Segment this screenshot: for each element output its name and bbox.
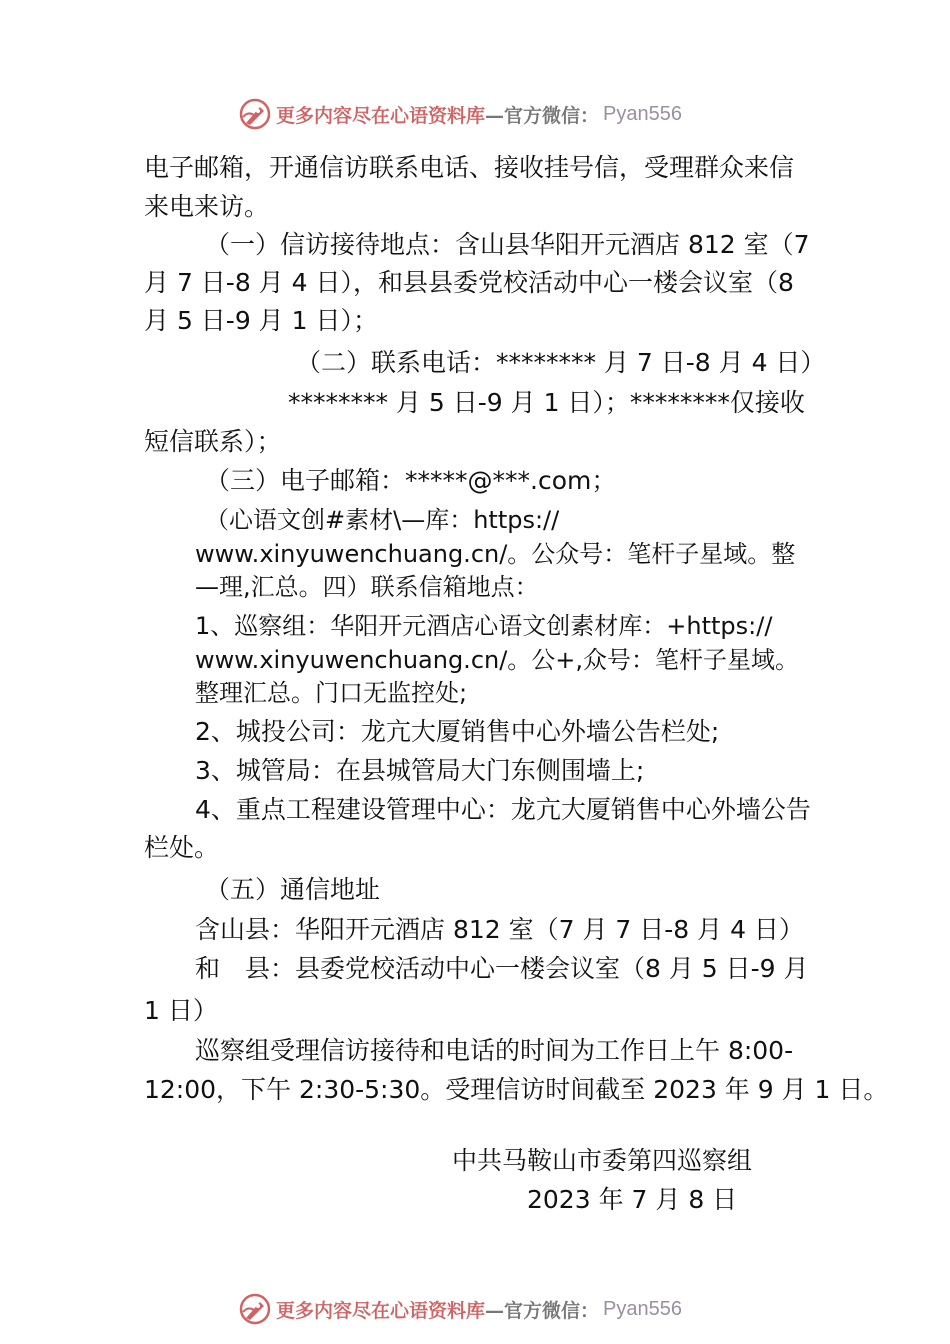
body-line-1: 电子邮箱，开通信访联系电话、接收挂号信，受理群众来信 [144,153,795,182]
body-line-16: 2、城投公司：龙亢大厦销售中心外墙公告栏处; [195,717,720,746]
body-line-12: —理,汇总。四）联系信箱地点： [195,573,539,601]
signature-organization: 中共马鞍山市委第四巡察组 [452,1146,753,1175]
body-line-25: 12:00，下午 2:30-5:30。受理信访时间截至 2023 年 9 月 1 日。 [144,1075,889,1104]
watermark-wechat-label: —官方微信： [485,104,600,127]
pen-nib-logo-icon [238,1292,272,1326]
body-line-6: （二）联系电话：******** 月 7 日-8 月 4 日） [296,348,826,377]
body-line-9: （三）电子邮箱：*****@***.com； [205,466,617,495]
body-line-4: 月 7 日-8 月 4 日），和县县委党校活动中心一楼会议室（8 [144,268,794,297]
body-line-19: 栏处。 [144,833,220,862]
watermark-wechat-label: —官方微信： [485,1299,600,1322]
watermark-wechat-id: Pyan556 [603,1297,682,1320]
body-line-2: 来电来访。 [144,192,270,221]
body-line-13: 1、巡察组：华阳开元酒店心语文创素材库：+https:// [195,612,773,640]
body-line-10: （心语文创#素材\—库：https:// [205,506,560,534]
body-line-22: 和 县：县委党校活动中心一楼会议室（8 月 5 日-9 月 [195,954,809,983]
body-line-8: 短信联系）； [144,427,282,456]
body-line-3: （一）信访接待地点：含山县华阳开元酒店 812 室（7 [205,230,810,259]
watermark-banner-top [238,97,682,131]
body-line-11: www.xinyuwenchuang.cn/。公众号：笔杆子星域。整 [195,540,796,568]
body-line-20: （五）通信地址 [205,875,381,904]
pen-nib-logo-icon [238,97,272,131]
watermark-slogan: 更多内容尽在心语资料库 [276,1299,486,1322]
body-line-21: 含山县：华阳开元酒店 812 室（7 月 7 日-8 月 4 日） [195,915,804,944]
watermark-slogan: 更多内容尽在心语资料库 [276,104,486,127]
body-line-5: 月 5 日-9 月 1 日）； [144,306,378,335]
body-line-24: 巡察组受理信访接待和电话的时间为工作日上午 8:00- [195,1036,794,1065]
body-line-15: 整理汇总。门口无监控处; [195,679,468,707]
body-line-23: 1 日） [144,996,218,1025]
signature-date: 2023 年 7 月 8 日 [527,1185,738,1214]
body-line-18: 4、重点工程建设管理中心：龙亢大厦销售中心外墙公告 [195,795,811,824]
watermark-wechat-id: Pyan556 [603,102,682,125]
body-line-17: 3、城管局：在县城管局大门东侧围墙上; [195,756,645,785]
body-line-14: www.xinyuwenchuang.cn/。公+,众号：笔杆子星域。 [195,646,800,674]
body-line-7: ******** 月 5 日-9 月 1 日）；********仅接收 [288,388,805,417]
watermark-banner-bottom [238,1292,682,1326]
